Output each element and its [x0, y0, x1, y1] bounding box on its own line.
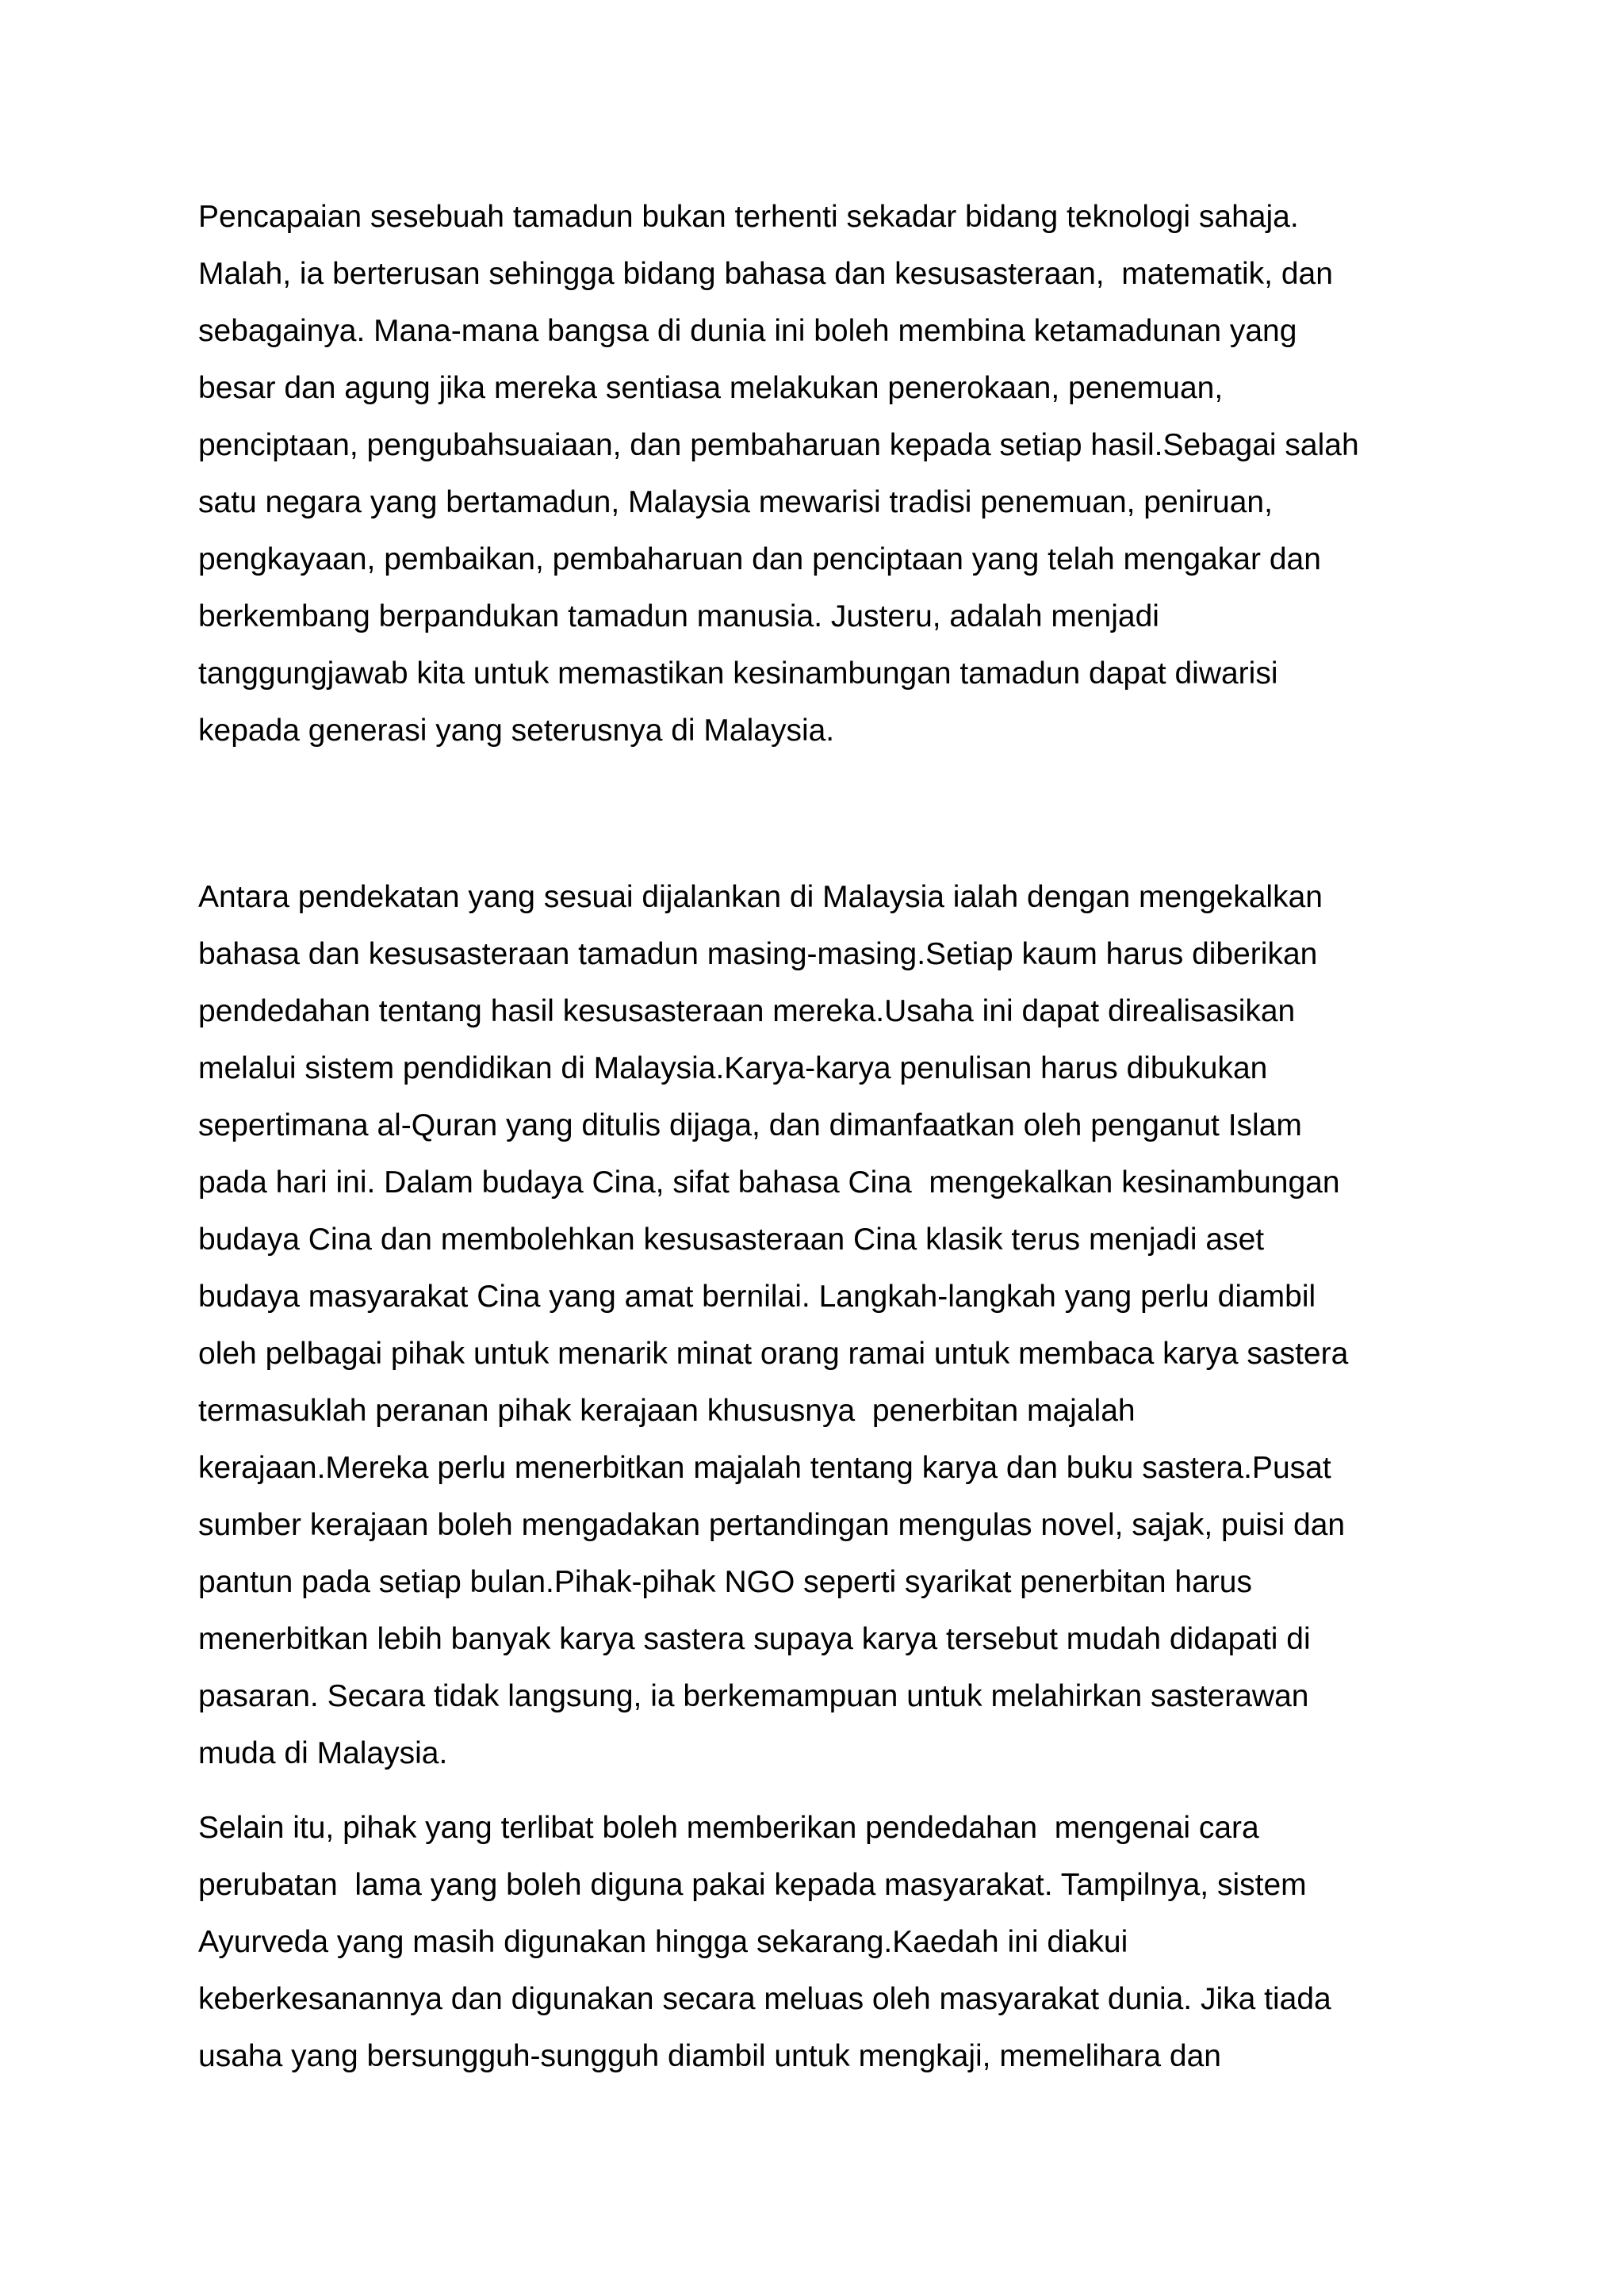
paragraph-line: sepertimana al-Quran yang ditulis dijaga, dan dimanfaatkan oleh penganut Islam	[198, 1108, 1302, 1142]
paragraph-line: Malah, ia berterusan sehingga bidang bahasa dan kesusasteraan, matematik, dan	[198, 257, 1333, 291]
paragraph-line: muda di Malaysia.	[198, 1736, 448, 1770]
paragraph-line: menerbitkan lebih banyak karya sastera supaya karya tersebut mudah didapati di	[198, 1622, 1311, 1656]
paragraph-line: kerajaan.Mereka perlu menerbitkan majalah tentang karya dan buku sastera.Pusat	[198, 1451, 1331, 1485]
paragraph-line: Pencapaian sesebuah tamadun bukan terhenti sekadar bidang teknologi sahaja.	[198, 200, 1299, 234]
paragraph-line: melalui sistem pendidikan di Malaysia.Karya-karya penulisan harus dibukukan	[198, 1051, 1268, 1085]
paragraph-line: pasaran. Secara tidak langsung, ia berkemampuan untuk melahirkan sasterawan	[198, 1679, 1309, 1713]
paragraph-line: pendedahan tentang hasil kesusasteraan mereka.Usaha ini dapat direalisasikan	[198, 994, 1296, 1028]
paragraph-line: keberkesanannya dan digunakan secara meluas oleh masyarakat dunia. Jika tiada	[198, 1982, 1331, 2016]
paragraph-line: termasuklah peranan pihak kerajaan khususnya penerbitan majalah	[198, 1394, 1136, 1428]
paragraph-line: bahasa dan kesusasteraan tamadun masing-masing.Setiap kaum harus diberikan	[198, 937, 1318, 971]
paragraph-line: sebagainya. Mana-mana bangsa di dunia ini boleh membina ketamadunan yang	[198, 314, 1297, 348]
paragraph-2	[198, 869, 1451, 1782]
paragraph-1	[198, 189, 1451, 760]
paragraph-line: budaya Cina dan membolehkan kesusasteraan Cina klasik terus menjadi aset	[198, 1223, 1265, 1257]
paragraph-line: pada hari ini. Dalam budaya Cina, sifat bahasa Cina mengekalkan kesinambungan	[198, 1165, 1340, 1200]
paragraph-line: pantun pada setiap bulan.Pihak-pihak NGO seperti syarikat penerbitan harus	[198, 1565, 1252, 1599]
paragraph-line: besar dan agung jika mereka sentiasa melakukan penerokaan, penemuan,	[198, 371, 1224, 405]
paragraph-line: budaya masyarakat Cina yang amat bernilai. Langkah-langkah yang perlu diambil	[198, 1280, 1316, 1314]
paragraph-line: perubatan lama yang boleh diguna pakai kepada masyarakat. Tampilnya, sistem	[198, 1868, 1307, 1902]
paragraph-line: satu negara yang bertamadun, Malaysia mewarisi tradisi penemuan, peniruan,	[198, 485, 1273, 519]
paragraph-line: usaha yang bersungguh-sungguh diambil untuk mengkaji, memelihara dan	[198, 2039, 1221, 2073]
paragraph-line: oleh pelbagai pihak untuk menarik minat orang ramai untuk membaca karya sastera	[198, 1337, 1349, 1371]
paragraph-line: Ayurveda yang masih digunakan hingga sekarang.Kaedah ini diakui	[198, 1925, 1128, 1959]
paragraph-line: tanggungjawab kita untuk memastikan kesinambungan tamadun dapat diwarisi	[198, 656, 1278, 691]
paragraph-3	[198, 1800, 1451, 2085]
paragraph-line: sumber kerajaan boleh mengadakan pertandingan mengulas novel, sajak, puisi dan	[198, 1508, 1346, 1542]
paragraph-line: penciptaan, pengubahsuaiaan, dan pembaharuan kepada setiap hasil.Sebagai salah	[198, 428, 1359, 462]
paragraph-line: pengkayaan, pembaikan, pembaharuan dan penciptaan yang telah mengakar dan	[198, 542, 1321, 576]
paragraph-line: Antara pendekatan yang sesuai dijalankan di Malaysia ialah dengan mengekalkan	[198, 880, 1323, 914]
paragraph-line: Selain itu, pihak yang terlibat boleh memberikan pendedahan mengenai cara	[198, 1811, 1259, 1845]
paragraph-line: kepada generasi yang seterusnya di Malaysia.	[198, 714, 835, 748]
paragraph-line: berkembang berpandukan tamadun manusia. Justeru, adalah menjadi	[198, 599, 1159, 633]
